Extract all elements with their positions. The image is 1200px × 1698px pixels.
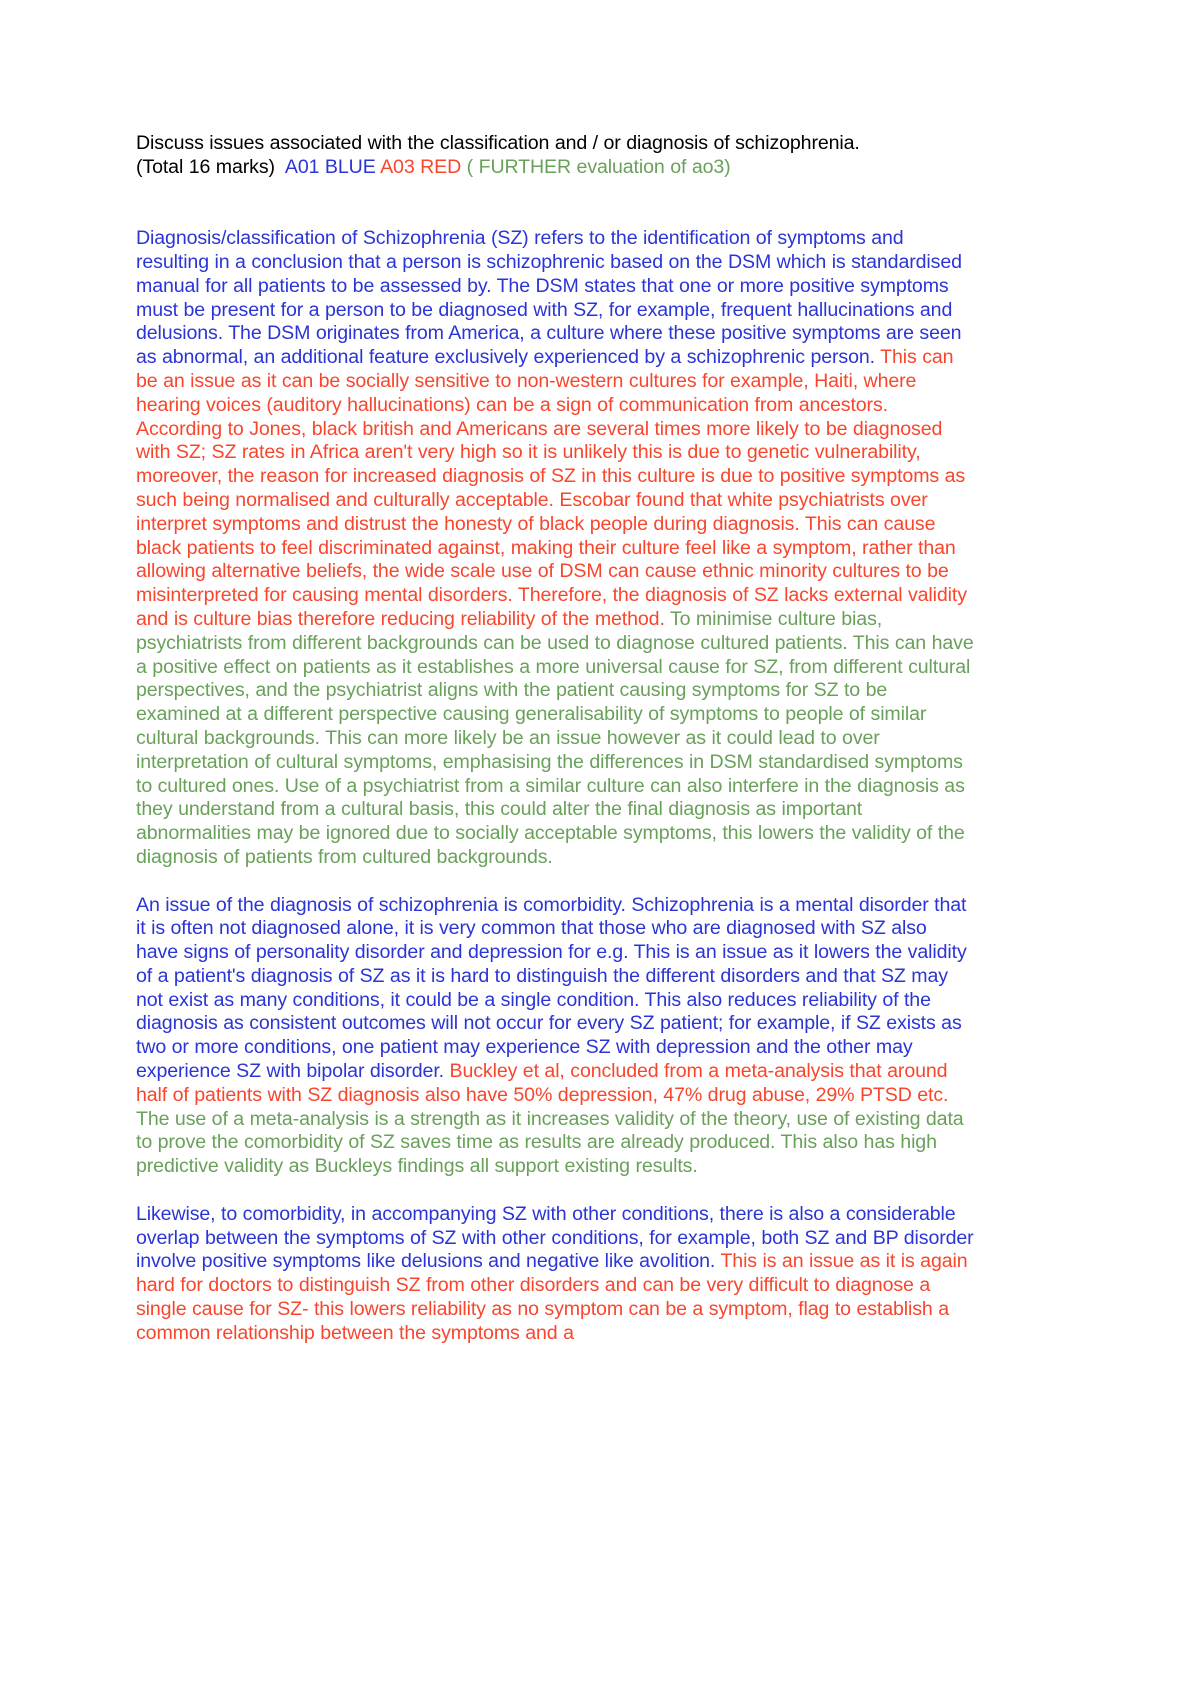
- gap-after-paragraph-1: [136, 870, 974, 894]
- title-space-1: [275, 156, 285, 178]
- paragraph-3-run-blue: Likewise, to comorbidity, in accompanying SZ with other conditions, there is also a considerable overlap between the symptoms of SZ with other conditions, for example, both SZ and BP disorder involve positive symptoms like delusions and negative like avolition.: [136, 1202, 974, 1273]
- paragraph-3-run-red: This is an issue as it is again hard for doctors to distinguish SZ from other disorders and can be very difficult to diagnose a single cause for SZ- this lowers reliability as no symptom can be a symptom, flag to establish a common relationship between the symptoms and a: [136, 1250, 968, 1344]
- essay-question-title: [136, 132, 974, 180]
- paragraph-1: [136, 227, 974, 870]
- paragraph-3: [136, 1203, 974, 1346]
- paragraph-1-run-red: This can be an issue as it can be socially sensitive to non-western cultures for example, Haiti, where hearing voices (auditory hallucinations) can be a sign of communication from ancestors. According to Jones, black british and Americans are several times more likely to be diagnosed with SZ; SZ rates in Africa aren't very high so it is unlikely this is due to genetic vulnerability, moreover, the reason for increased diagnosis of SZ in this culture is due to positive symptoms as such being normalised and culturally acceptable. Escobar found that white psychiatrists over interpret symptoms and distrust the honesty of black people during diagnosis. This can cause black patients to feel discriminated against, making their culture feel like a symptom, rather than allowing alternative beliefs, the wide scale use of DSM can cause ethnic minority cultures to be misinterpreted for causing mental disorders. Therefore, the diagnosis of SZ lacks external validity and is culture bias therefore reducing reliability of the method.: [136, 346, 967, 630]
- document-body: [136, 132, 974, 1346]
- gap-after-paragraph-2: [136, 1179, 974, 1203]
- paragraph-2-run-green: The use of a meta-analysis is a strength as it increases validity of the theory, use of existing data to prove the comorbidity of SZ saves time as results are already produced. This also has high predictive validity as Buckleys findings all support existing results.: [136, 1107, 964, 1178]
- key-a01-blue: A01 BLUE: [284, 155, 376, 178]
- total-marks-label: (Total 16 marks): [136, 155, 275, 178]
- key-further-evaluation: ( FURTHER evaluation of ao3): [466, 155, 731, 178]
- paragraph-1-run-blue: Diagnosis/classification of Schizophrenia (SZ) refers to the identification of symptoms and resulting in a conclusion that a person is schizophrenic based on the DSM which is standardised manual for all patients to be assessed by. The DSM states that one or more positive symptoms must be present for a person to be diagnosed with SZ, for example, frequent hallucinations and delusions. The DSM originates from America, a culture where these positive symptoms are seen as abnormal, an additional feature exclusively experienced by a schizophrenic person.: [136, 227, 962, 369]
- paragraph-2-run-blue: An issue of the diagnosis of schizophrenia is comorbidity. Schizophrenia is a mental disorder that it is often not diagnosed alone, it is very common that those who are diagnosed with SZ also have signs of personality disorder and depression for e.g. This is an issue as it lowers the validity of a patient's diagnosis of SZ as it is hard to distinguish the different disorders and that SZ may not exist as many conditions, it could be a single condition. This also reduces reliability of the diagnosis as consistent outcomes will not occur for every SZ patient; for example, if SZ exists as two or more conditions, one patient may experience SZ with depression and the other may experience SZ with bipolar disorder.: [136, 893, 967, 1083]
- key-a03-red: A03 RED: [380, 155, 462, 178]
- paragraph-1-run-green: To minimise culture bias, psychiatrists from different backgrounds can be used to diagnose cultured patients. This can have a positive effect on patients as it establishes a more universal cause for SZ, from different cultural perspectives, and the psychiatrist aligns with the patient causing symptoms for SZ to be examined at a different perspective causing generalisability of symptoms to people of similar cultural backgrounds. This can more likely be an issue however as it could lead to over interpretation of cultural symptoms, emphasising the differences in DSM standardised symptoms to cultured ones. Use of a psychiatrist from a similar culture can also interfere in the diagnosis as they understand from a cultural basis, this could alter the final diagnosis as important abnormalities may be ignored due to socially acceptable symptoms, this lowers the validity of the diagnosis of patients from cultured backgrounds.: [136, 607, 974, 868]
- gap-after-title: [136, 180, 974, 228]
- paragraph-2: [136, 894, 974, 1180]
- marks-and-key-line: [136, 156, 731, 178]
- paragraph-2-run-red: Buckley et al, concluded from a meta-analysis that around half of patients with SZ diagnosis also have 50% depression, 47% drug abuse, 29% PTSD etc.: [136, 1060, 949, 1106]
- question-prompt-text: Discuss issues associated with the classification and / or diagnosis of schizophrenia.: [136, 132, 860, 154]
